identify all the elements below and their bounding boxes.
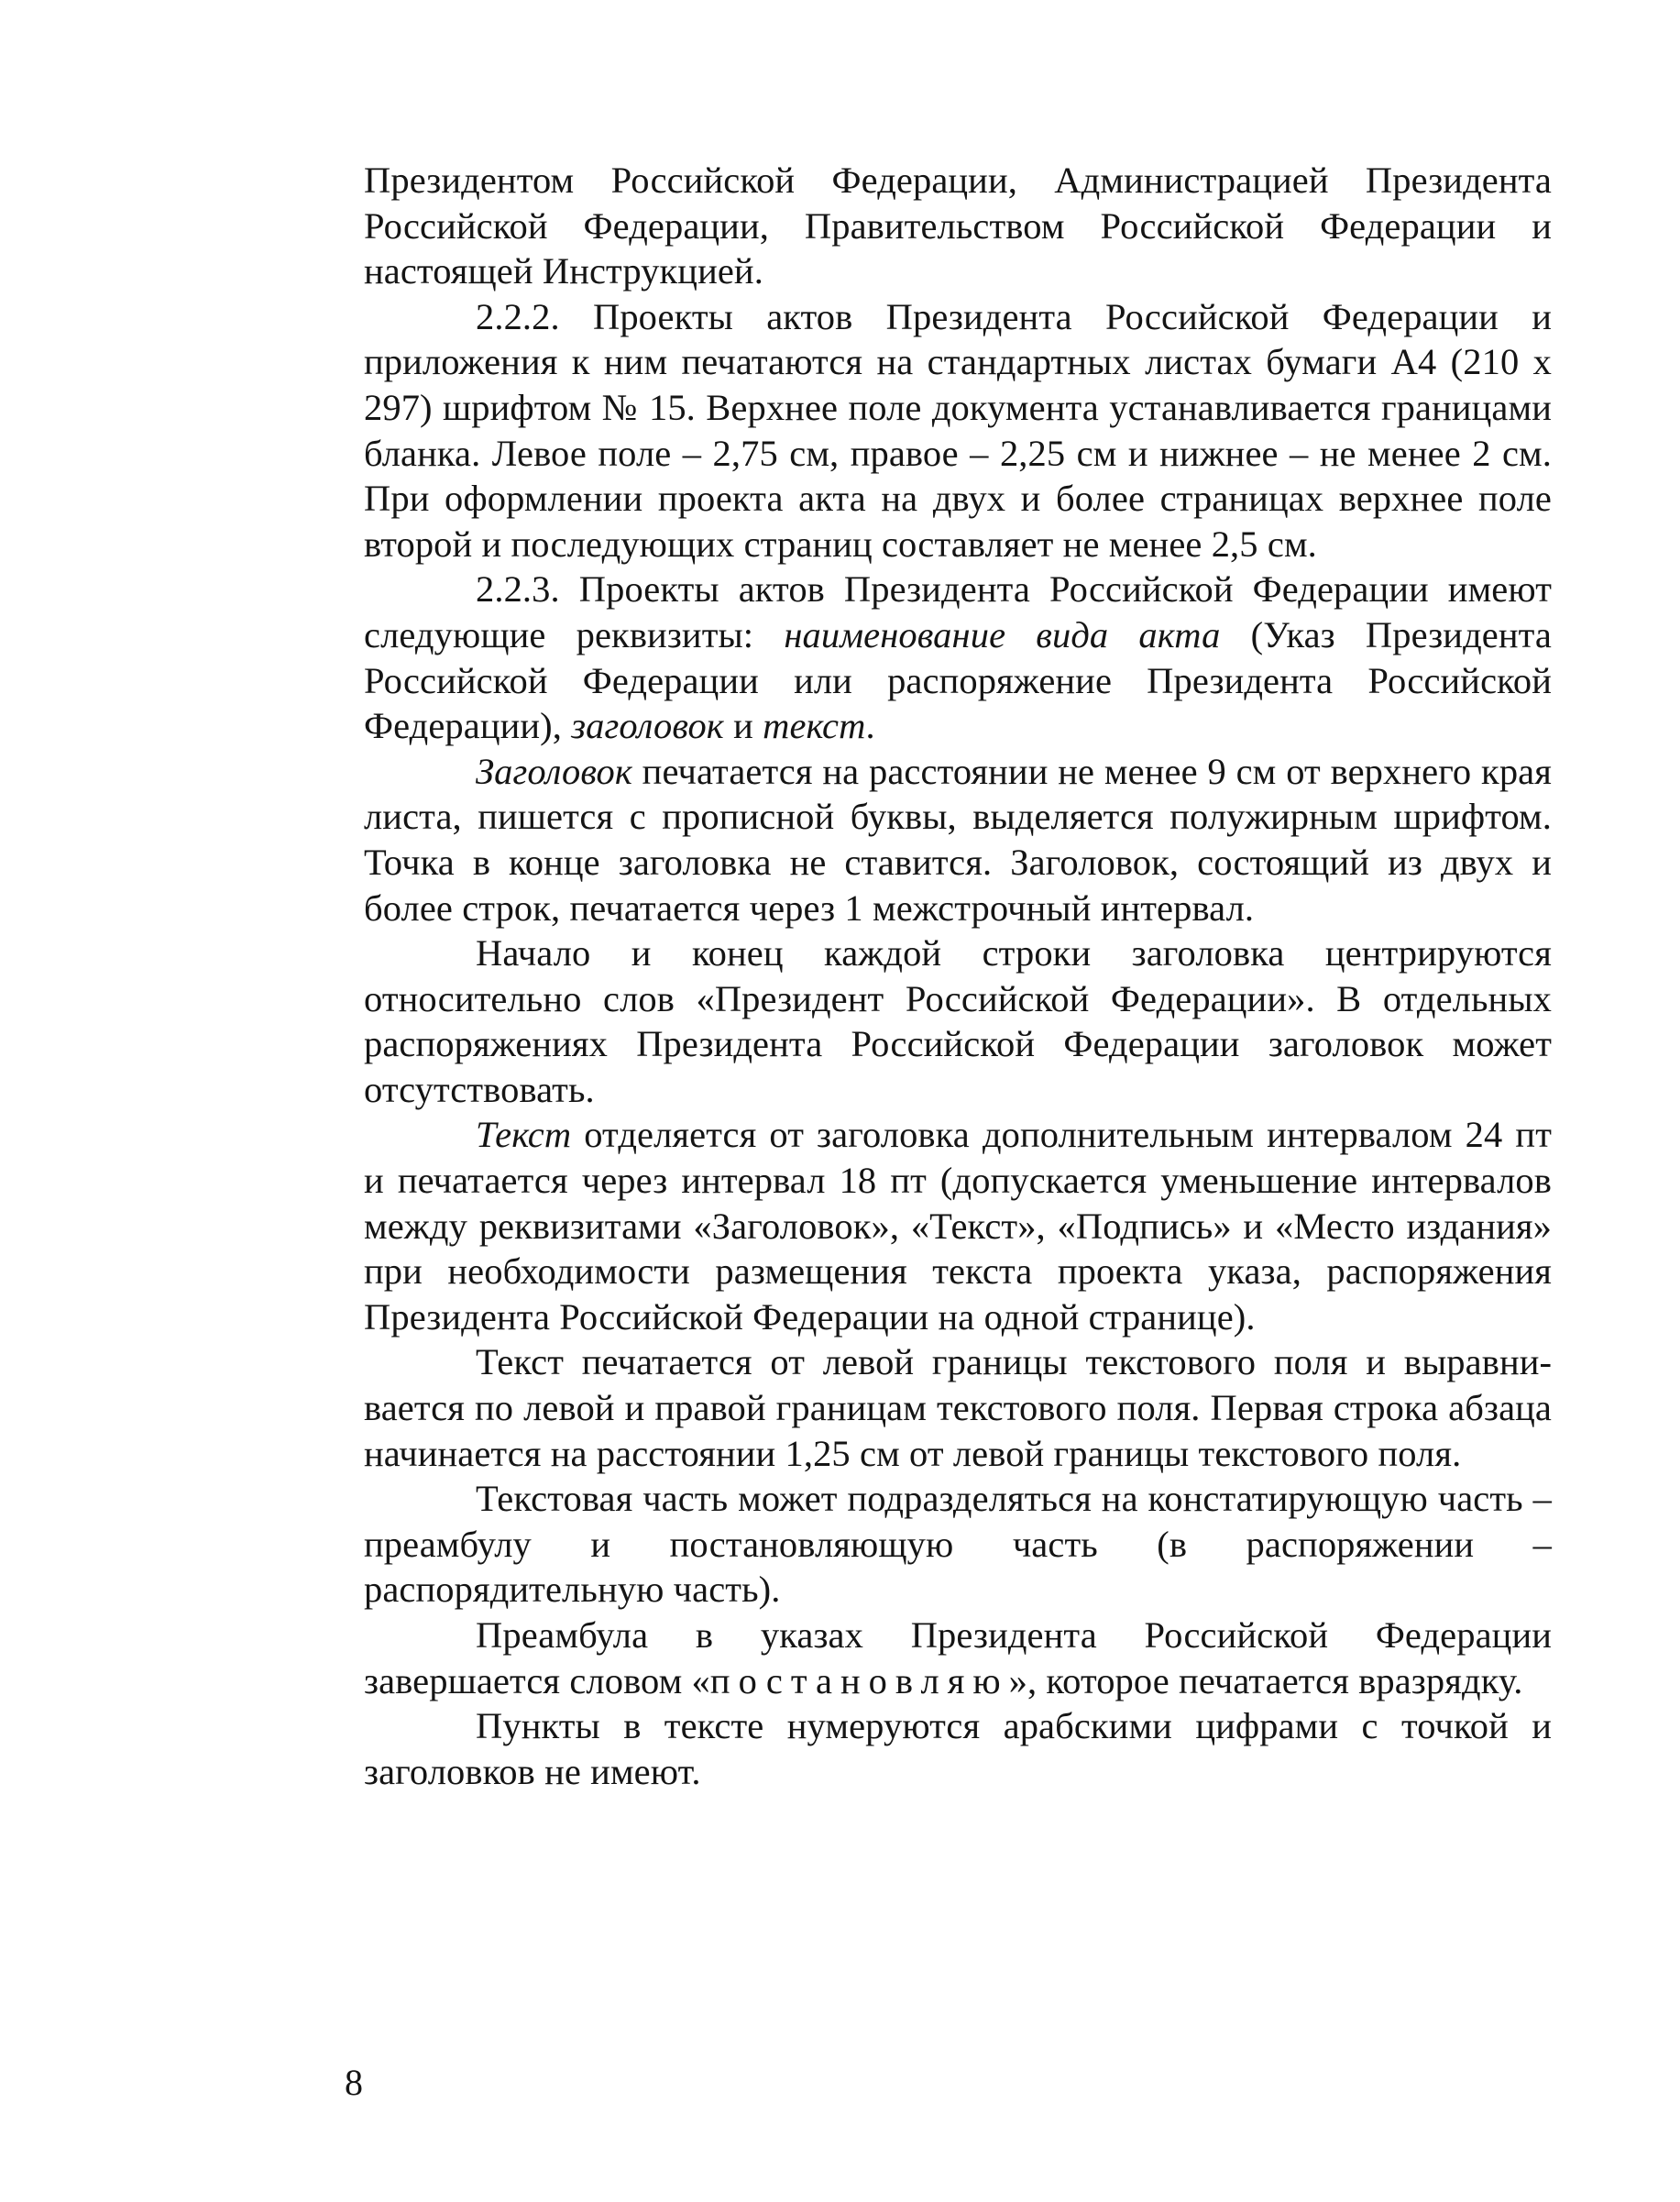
document-body [364, 158, 1552, 1794]
text-run: печатается на расстоянии не менее 9 см от верхнего края листа, пишется с прописной буквы, выделяется полужирным шрифтом. Точка в конце заголовка не ставится. Заголовок, состоящий из двух и более строк, печатается через 1 межстрочный интервал. [364, 750, 1552, 929]
paragraph-heading-rules [364, 749, 1552, 930]
paragraph-2-2-3 [364, 567, 1552, 748]
text-run: 2.2.3. Проекты актов Президента Российской Федерации имеют следующие реквизиты: [364, 568, 1552, 655]
italic-term-text: текст [763, 705, 866, 747]
paragraph-text-parts [364, 1476, 1552, 1613]
paragraph-1 [364, 158, 1552, 294]
text-run: отделяется от заголовка дополнительным интервалом 24 пт и печатается через интервал 18 пт (допускается уменьшение интервалов между реквизитами «Заголовок», «Текст», «Подпись» и «Место издания» при необходимости размещения текста проекта указа, распоряжения Президента Российской Федерации на одной странице). [364, 1114, 1552, 1338]
text-run: Пункты в тексте нумеруются арабскими цифрами с точкой и заголовков не имеют. [364, 1705, 1552, 1792]
text-run: 2.2.2. Проекты актов Президента Российской Федерации и приложения к ним печатаются на стандартных листах бумаги А4 (210 х 297) шрифтом № 15. Верхнее поле документа устанавливается границами бланка. Левое поле – 2,75 см, правое – 2,25 см и нижнее – не менее 2 см. При оформлении проекта акта на двух и более страницах верхнее поле второй и последующих страниц составляет не менее 2,5 см. [364, 295, 1552, 565]
spaced-word: постановляю [709, 1659, 1009, 1701]
italic-term-text: Текст [476, 1114, 572, 1156]
paragraph-text-alignment [364, 1339, 1552, 1476]
paragraph-heading-centering [364, 930, 1552, 1112]
page-number: 8 [345, 2062, 363, 2103]
italic-term-heading: Заголовок [476, 750, 632, 792]
paragraph-numbering [364, 1703, 1552, 1794]
text-run: Текстовая часть может подразделяться на констатирующую часть – преамбулу и постановляющую часть (в распоряжении – распорядительную часть). [364, 1478, 1552, 1611]
paragraph-preamble [364, 1613, 1552, 1703]
text-run: и [723, 705, 763, 747]
paragraph-text-spacing [364, 1112, 1552, 1339]
paragraph-2-2-2 [364, 294, 1552, 567]
text-run: . [865, 705, 875, 747]
text-run: Текст печатается от левой границы текстового поля и выравнивается по левой и правой границам текстового поля. Первая строка абзаца начинается на расстоянии 1,25 см от левой границы текстового поля. [364, 1341, 1552, 1474]
text-run: », которое печатается вразрядку. [1008, 1659, 1523, 1701]
text-run: Президентом Российской Федерации, Администрацией Президента Российской Федерации, Правительством Российской Федерации и настоящей Инструкцией. [364, 160, 1552, 292]
text-run: (Указ Президента Российской Федерации или распоряжение Президента Российской Федерации), [364, 613, 1552, 747]
italic-term-act-type: наименование вида акта [784, 613, 1221, 655]
text-run: Преамбула в указах Президента Российской Федерации завершается словом « [364, 1614, 1552, 1701]
text-run: Начало и конец каждой строки заголовка центрируются относительно слов «Президент Российской Федерации». В отдельных распоряжениях Президента Российской Федерации заголовок может отсутствовать. [364, 932, 1552, 1110]
italic-term-heading: заголовок [571, 705, 724, 747]
